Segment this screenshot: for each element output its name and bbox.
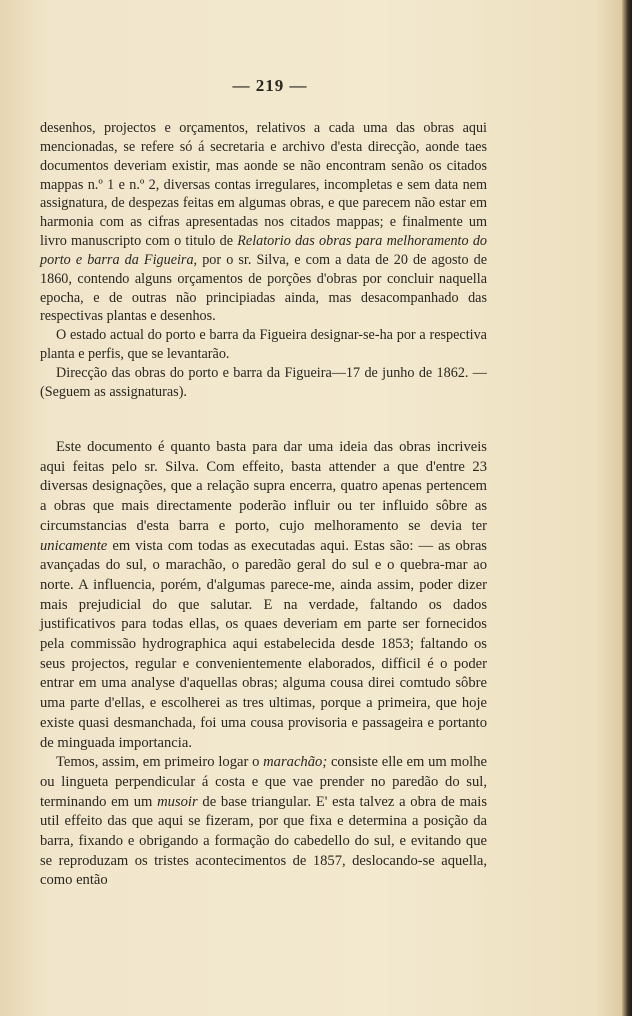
text-run: Este documento é quanto basta para dar uma ideia das obras incriveis aqui feitas pelo sr. Silva. Com effeito, basta attender a que d'entre 23 diversas designações, que a relação supra encerra, quatro apenas pertencem a obras que mais directamente poderão influir ou ter influido sôbre as circumstancias d'esta barra e porto, cujo melhoramento se devia ter — [40, 439, 487, 534]
text-run: por o sr. Silva, e com a data de 20 de agosto de 1860, contendo alguns orçamentos de porções d'obras por concluir naquella epocha, e de outras não principiadas ainda, mas desacompanhado das respectivas plantas e desenhos. — [40, 251, 488, 325]
italic-title: Relatorio das obras para melhoramento do porto e barra da Figueira, — [40, 233, 488, 268]
paragraph: O estado actual do porto e barra da Figueira designar-se-ha por a respectiva planta e perfis, que se levantarão. — [40, 327, 487, 363]
italic-word: marachão; — [263, 754, 328, 771]
text-run: Temos, assim, em primeiro logar o — [56, 754, 264, 771]
italic-word: unicamente — [40, 537, 108, 554]
paragraph: Direcção das obras do porto e barra da Figueira—17 de junho de 1862. — (Seguem as assignaturas). — [40, 364, 487, 400]
section-commentary — [40, 438, 487, 891]
text-run: em vista com todas as executadas aqui. Estas são: — as obras avançadas do sul, o marachão, o paredão geral do sul e o quebra-mar ao norte. A influencia, porém, d'algumas parece-me, ainda assim, poder dizer mais prejudicial do que salutar. E na verdade, faltando os dados justificativos para todas ellas, os quaes deveriam em parte ser fornecidos pela commissão hydrographica aqui estabelecida desde 1853; faltando os seus projectos, regular e convenientemente elaborados, difficil é o poder entrar em uma analyse d'aquellas obras; alguma cousa direi comtudo sôbre uma parte d'ellas, e escolherei as tres ultimas, porque a primeira, que hoje existe quasi desmanchada, foi uma cousa provisoria e passageira e portanto de minguada importancia. — [40, 537, 487, 751]
text-run: desenhos, projectos e orçamentos, relativos a cada uma das obras aqui mencionadas, se refere só á secretaria e archivo d'esta direcção, aonde taes documentos deveriam existir, mas aonde se não encontram senão os citados mappas n.º 1 e n.º 2, diversas contas irregulares, incompletas e sem data nem assignatura, de despezas feitas em algumas obras, e que parecem não estar em harmonia com as cifras apresentadas nos citados mappas; e finalmente um livro manuscripto com o titulo de — [40, 120, 487, 250]
section-report-excerpt — [40, 119, 487, 402]
page-edge — [622, 0, 632, 1016]
paragraph — [40, 438, 487, 753]
text-run: consiste elle em um molhe ou lingueta perpendicular á costa e que vae prender no paredão do sul, terminando em um — [40, 754, 487, 810]
italic-word: musoir — [157, 793, 198, 810]
paragraph — [40, 119, 487, 326]
page-number: — 219 — — [232, 76, 308, 95]
text-run: de base triangular. E' esta talvez a obra de mais util effeito das que aqui se fizeram, por que fixa e determina a posição da barra, fixando e obrigando a formação do cabedello do sul, e evitando que se reproduzam os tristes acontecimentos de 1857, deslocando-se aquella, como então — [40, 793, 488, 889]
paragraph — [40, 753, 487, 891]
